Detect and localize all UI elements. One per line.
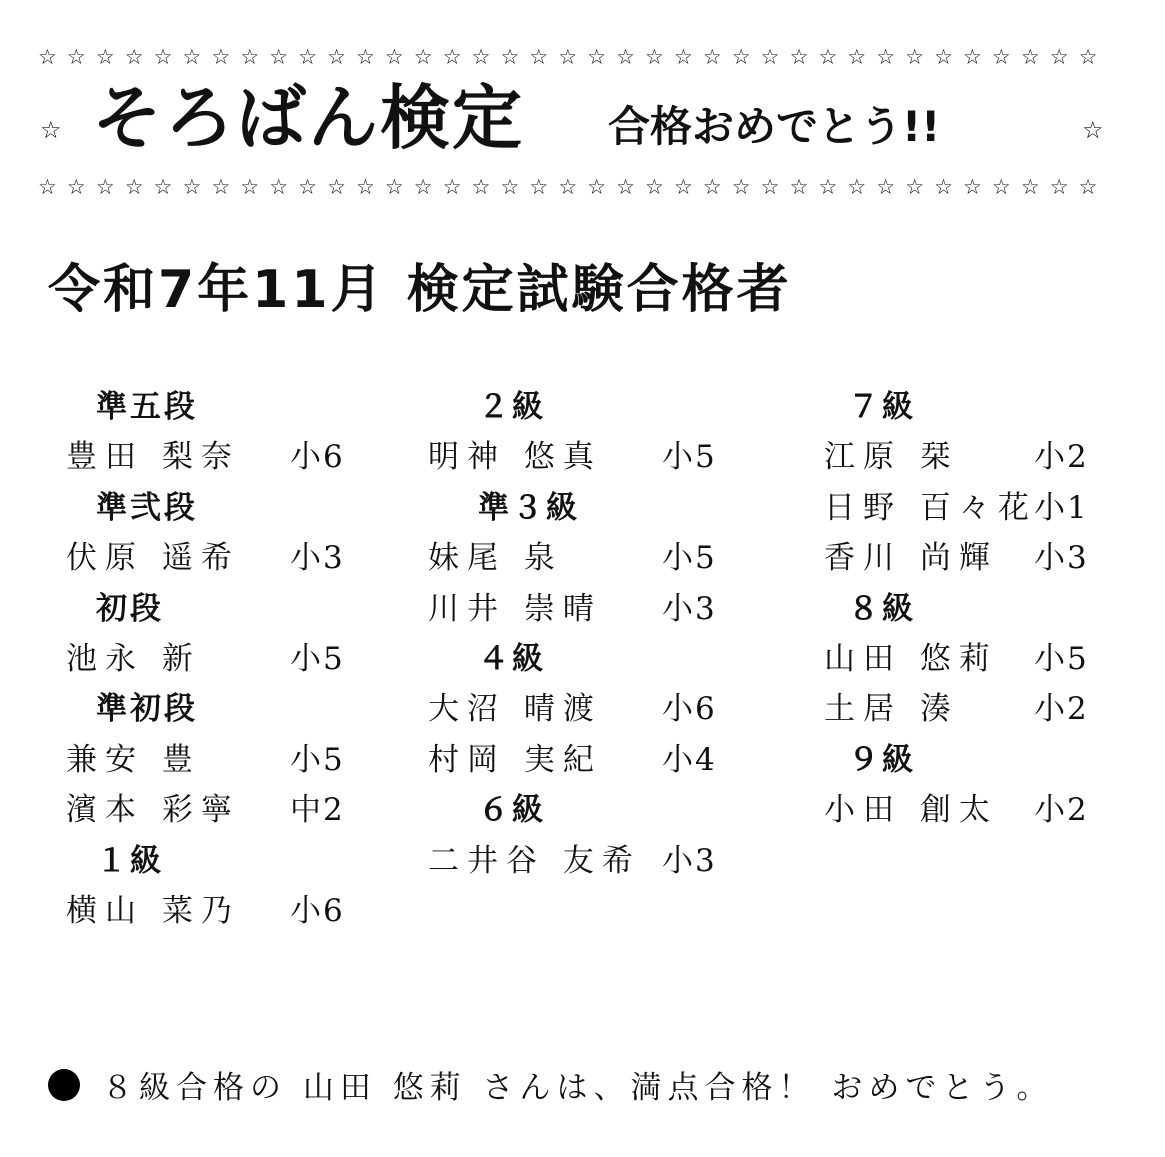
- bullet-icon: [48, 1069, 80, 1101]
- star-icon: ☆: [616, 174, 635, 199]
- student-name: 二井谷 友希: [428, 842, 641, 879]
- star-icon: ☆: [1020, 174, 1040, 199]
- star-icon: ☆: [327, 174, 346, 199]
- grade-heading-row: [62, 383, 362, 433]
- list-item: [800, 534, 1100, 584]
- star-icon: ☆: [645, 174, 664, 199]
- star-icon: ☆: [153, 44, 173, 69]
- school-year: 小3: [290, 540, 345, 577]
- student-name: 小田 創太: [824, 792, 998, 829]
- star-icon: ☆: [38, 174, 57, 199]
- star-icon: ☆: [124, 174, 144, 199]
- results-column-1: [62, 383, 362, 937]
- student-name: 濱本 彩寧: [66, 792, 240, 829]
- grade-heading: ７級: [848, 389, 916, 425]
- star-icon: ☆: [355, 44, 375, 69]
- star-icon: ☆: [269, 44, 289, 69]
- star-icon: ☆: [847, 174, 867, 199]
- list-item: [428, 433, 728, 483]
- star-icon: ☆: [471, 44, 491, 69]
- list-item: [428, 585, 728, 635]
- star-icon: ☆: [1078, 44, 1098, 69]
- grade-heading: 準３級: [478, 489, 580, 526]
- list-item: [800, 786, 1100, 836]
- grade-heading: 準初段: [96, 691, 198, 728]
- list-item: [62, 534, 362, 584]
- star-icon: ☆: [673, 174, 693, 199]
- star-icon: ☆: [673, 44, 693, 69]
- student-name: 村岡 実紀: [428, 741, 602, 778]
- star-icon: ☆: [702, 174, 722, 199]
- student-name: 池永 新: [66, 640, 201, 677]
- star-icon: ☆: [731, 44, 751, 69]
- list-item: [62, 635, 362, 685]
- star-icon: ☆: [905, 44, 925, 69]
- school-year: 小5: [290, 741, 345, 778]
- star-icon: ☆: [1049, 174, 1069, 199]
- star-icon: ☆: [876, 174, 896, 199]
- star-icon: ☆: [760, 44, 780, 69]
- star-icon: ☆: [645, 44, 664, 69]
- school-year: 小3: [1034, 540, 1089, 577]
- school-year: 小5: [290, 640, 345, 677]
- star-icon: ☆: [95, 174, 115, 199]
- grade-heading: ２級: [478, 389, 546, 425]
- star-icon: ☆: [1049, 44, 1069, 69]
- banner-title: そろばん検定: [92, 77, 524, 159]
- student-name: 妹尾 泉: [428, 540, 563, 577]
- star-icon: ☆: [500, 174, 520, 199]
- list-item: [62, 887, 362, 937]
- school-year: 小2: [1034, 439, 1089, 476]
- student-name: 明神 悠真: [428, 439, 602, 476]
- star-icon: ☆: [327, 44, 346, 69]
- grade-heading-row: [428, 484, 728, 534]
- star-icon: ☆: [298, 44, 317, 69]
- school-year: 小4: [662, 741, 717, 778]
- school-year: 小6: [662, 691, 717, 728]
- star-icon: ☆: [442, 174, 462, 199]
- star-icon: ☆: [847, 44, 867, 69]
- school-year: 小1: [1034, 489, 1089, 526]
- star-icon: ☆: [153, 174, 173, 199]
- star-icon: ☆: [355, 174, 375, 199]
- footer-note: [48, 1062, 1053, 1107]
- star-icon: ☆: [818, 44, 838, 69]
- results-column-2: [428, 383, 728, 887]
- star-icon: ☆: [384, 44, 404, 69]
- star-icon: ☆: [558, 44, 578, 69]
- star-icon: ☆: [38, 44, 57, 69]
- star-icon: ☆: [384, 174, 404, 199]
- list-item: [62, 736, 362, 786]
- star-row-bottom: [38, 172, 1098, 202]
- grade-heading-row: [800, 736, 1100, 786]
- grade-heading: ６級: [478, 792, 546, 829]
- grade-heading-row: [62, 685, 362, 735]
- student-name: 大沼 晴渡: [428, 691, 602, 728]
- grade-heading-row: [428, 635, 728, 685]
- star-icon: ☆: [471, 174, 491, 199]
- star-icon: ☆: [991, 44, 1011, 69]
- star-icon: ☆: [1078, 174, 1098, 199]
- star-icon: ☆: [818, 174, 838, 199]
- school-year: 小3: [662, 590, 717, 627]
- star-icon: ☆: [66, 44, 86, 69]
- school-year: 小6: [290, 892, 345, 929]
- student-name: 江原 栞: [824, 439, 959, 476]
- star-icon: ☆: [616, 44, 635, 69]
- student-name: 川井 崇晴: [428, 590, 602, 627]
- grade-heading: ８級: [848, 590, 916, 627]
- list-item: [800, 433, 1100, 483]
- star-icon: ☆: [124, 44, 144, 69]
- star-icon: ☆: [182, 174, 202, 199]
- star-icon: ☆: [934, 44, 953, 69]
- grade-heading-row: [62, 484, 362, 534]
- list-item: [800, 635, 1100, 685]
- star-icon: ☆: [182, 44, 202, 69]
- grade-heading: ９級: [848, 741, 916, 778]
- list-item: [428, 685, 728, 735]
- school-year: 小6: [290, 439, 345, 476]
- star-icon: ☆: [95, 44, 115, 69]
- star-icon: ☆: [963, 174, 982, 199]
- star-icon: ☆: [587, 174, 607, 199]
- student-name: 豊田 梨奈: [66, 439, 240, 476]
- list-item: [800, 484, 1100, 534]
- grade-heading-row: [800, 383, 1100, 433]
- star-icon: ☆: [789, 44, 809, 69]
- grade-heading: ４級: [478, 640, 546, 677]
- student-name: 兼安 豊: [66, 741, 201, 778]
- school-year: 小5: [1034, 640, 1089, 677]
- list-item: [428, 837, 728, 887]
- star-icon: ☆: [500, 44, 520, 69]
- star-icon: ☆: [240, 174, 260, 199]
- star-icon: ☆: [760, 174, 780, 199]
- star-icon: ☆: [702, 44, 722, 69]
- star-row-top: [38, 42, 1098, 72]
- student-name: 横山 菜乃: [66, 892, 240, 929]
- star-icon: ☆: [298, 174, 317, 199]
- star-icon: ☆: [905, 174, 925, 199]
- star-icon: ☆: [269, 174, 289, 199]
- star-icon: ☆: [789, 174, 809, 199]
- grade-heading-row: [428, 786, 728, 836]
- school-year: 中2: [290, 792, 345, 829]
- school-year: 小3: [662, 842, 717, 879]
- star-icon: ☆: [934, 174, 953, 199]
- star-icon: ☆: [442, 44, 462, 69]
- star-icon: ☆: [731, 174, 751, 199]
- school-year: 小5: [662, 439, 717, 476]
- school-year: 小2: [1034, 792, 1089, 829]
- star-icon: ☆: [963, 44, 982, 69]
- list-item: [428, 534, 728, 584]
- grade-heading: 準五段: [96, 389, 198, 425]
- footer-text: ８級合格の 山田 悠莉 さんは、満点合格！ おめでとう。: [102, 1070, 1054, 1106]
- student-name: 伏原 遥希: [66, 540, 240, 577]
- star-icon: ☆: [1020, 44, 1040, 69]
- grade-heading-row: [62, 837, 362, 887]
- page-heading: 令和7年11月 検定試験合格者: [48, 260, 792, 320]
- grade-heading-row: [800, 585, 1100, 635]
- list-item: [428, 736, 728, 786]
- student-name: 土居 湊: [824, 691, 959, 728]
- grade-heading-row: [62, 585, 362, 635]
- list-item: [62, 433, 362, 483]
- star-icon: ☆: [240, 44, 260, 69]
- grade-heading-row: [428, 383, 728, 433]
- student-name: 日野 百々花: [824, 489, 1037, 526]
- star-icon: ☆: [529, 44, 549, 69]
- student-name: 香川 尚輝: [824, 540, 998, 577]
- student-name: 山田 悠莉: [824, 640, 998, 677]
- star-icon: ☆: [413, 174, 433, 199]
- star-icon-left: ☆: [40, 116, 62, 144]
- list-item: [62, 786, 362, 836]
- star-icon: ☆: [66, 174, 86, 199]
- banner-subtitle: 合格おめでとう!!: [608, 102, 941, 151]
- star-icon: ☆: [211, 44, 231, 69]
- grade-heading: 準弐段: [96, 489, 198, 526]
- grade-heading: １級: [96, 842, 164, 879]
- star-icon-right: ☆: [1082, 116, 1104, 144]
- list-item: [800, 685, 1100, 735]
- star-icon: ☆: [876, 44, 896, 69]
- star-icon: ☆: [211, 174, 231, 199]
- star-icon: ☆: [529, 174, 549, 199]
- school-year: 小5: [662, 540, 717, 577]
- star-icon: ☆: [558, 174, 578, 199]
- results-column-3: [800, 383, 1100, 837]
- school-year: 小2: [1034, 691, 1089, 728]
- star-icon: ☆: [413, 44, 433, 69]
- grade-heading: 初段: [96, 590, 164, 627]
- star-icon: ☆: [587, 44, 607, 69]
- star-icon: ☆: [991, 174, 1011, 199]
